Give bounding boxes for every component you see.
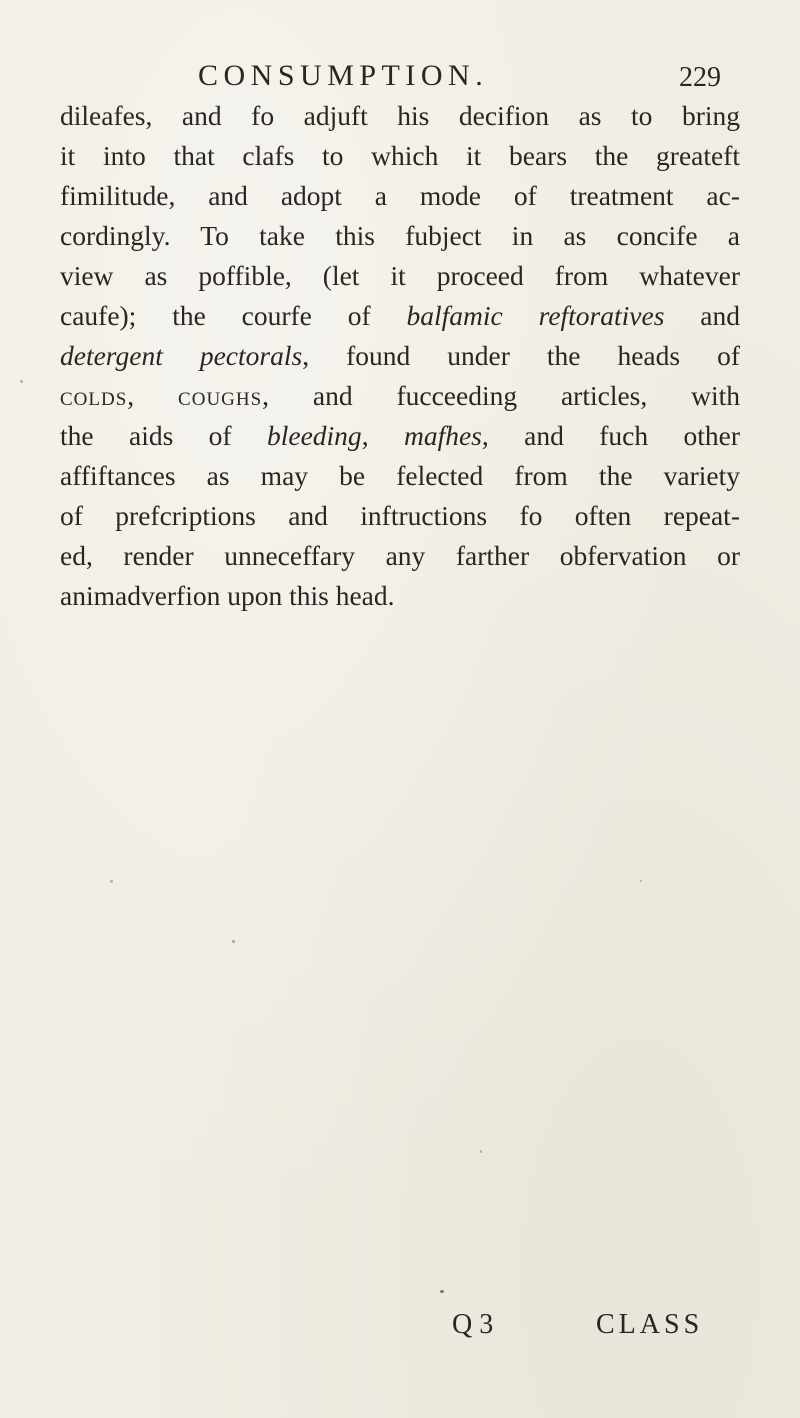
- text-line: detergent pectorals, found under the heads of: [60, 340, 740, 371]
- page-number: 229: [679, 62, 721, 93]
- page-footer: [0, 1305, 800, 1345]
- running-head: [0, 56, 800, 96]
- italic-term: bleeding: [266, 420, 362, 451]
- paper-speck: [232, 940, 235, 943]
- italic-term: balfamic reftoratives: [406, 300, 665, 331]
- text-line: it into that clafs to which it bears the greateft: [60, 140, 740, 171]
- smallcaps-term: coughs: [178, 380, 263, 411]
- catchword: CLASS: [596, 1309, 704, 1340]
- text-line: of prefcriptions and inftructions fo often repeat-: [60, 500, 740, 531]
- text-line: fimilitude, and adopt a mode of treatment ac-: [60, 180, 740, 211]
- paper-speck: [110, 880, 113, 883]
- paper-speck: [20, 380, 23, 383]
- text-line: cordingly. To take this fubject in as concife a: [60, 220, 740, 251]
- text-line: affiftances as may be felected from the variety: [60, 460, 740, 491]
- running-title: CONSUMPTION.: [198, 59, 489, 92]
- italic-term: detergent pectorals: [60, 340, 303, 371]
- text-line: view as poffible, (let it proceed from whatever: [60, 260, 740, 291]
- text-line: colds, coughs, and fucceeding articles, with: [60, 380, 741, 411]
- paper-speck: [640, 880, 642, 882]
- text-line: dileafes, and fo adjuft his decifion as to bring: [60, 100, 740, 131]
- paper-speck: [480, 1150, 482, 1153]
- text-line: animadverfion upon this head.: [60, 580, 395, 611]
- smallcaps-term: colds: [60, 380, 128, 411]
- paper-speck: [440, 1290, 444, 1293]
- text-line: caufe); the courfe of balfamic reftoratives and: [60, 300, 740, 331]
- body-paragraph: [60, 96, 740, 616]
- text-line: the aids of bleeding, mafhes, and fuch other: [60, 420, 740, 451]
- italic-term: mafhes: [403, 420, 482, 451]
- signature-mark: Q 3: [452, 1309, 494, 1340]
- text-line: ed, render unneceffary any farther obfervation or: [60, 540, 740, 571]
